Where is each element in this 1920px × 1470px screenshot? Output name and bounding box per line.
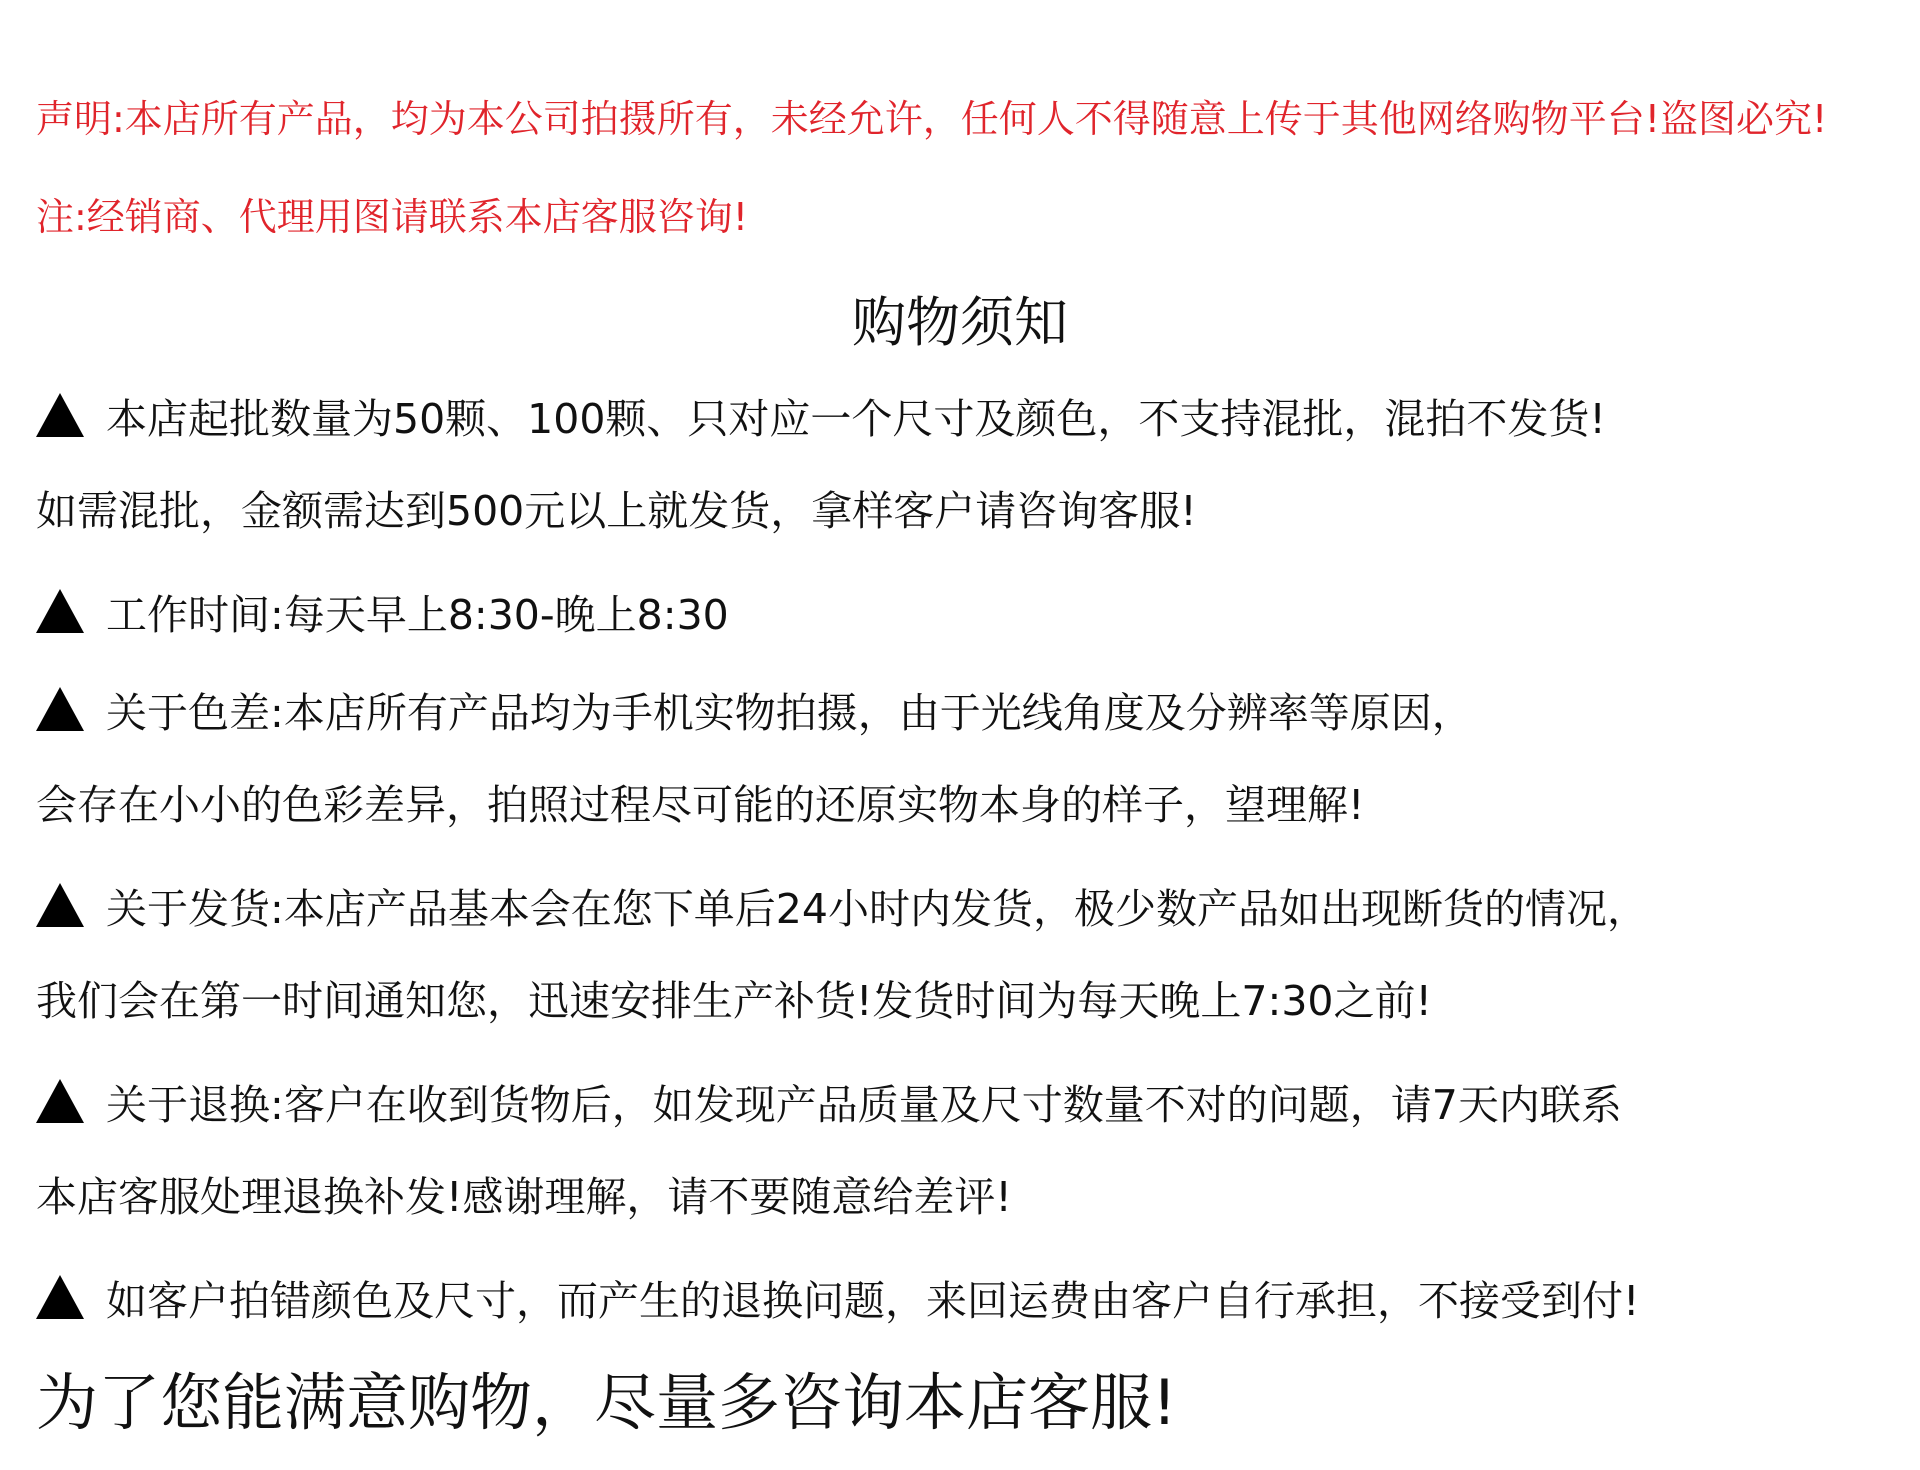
list-item-text: 工作时间:每天早上8:30-晚上8:30	[106, 591, 729, 639]
triangle-bullet-icon	[36, 1275, 84, 1319]
list-item-text: 本店起批数量为50颗、100颗、只对应一个尺寸及颜色，不支持混批，混拍不发货!	[106, 395, 1606, 443]
page-title: 购物须知	[852, 291, 1068, 354]
triangle-bullet-icon	[36, 687, 84, 731]
list-item	[36, 883, 1648, 933]
list-item	[36, 687, 1473, 737]
list-item-text: 如客户拍错颜色及尺寸，而产生的退换问题，来回运费由客户自行承担，不接受到付!	[106, 1277, 1640, 1325]
footer-slogan: 为了您能满意购物，尽量多咨询本店客服!	[36, 1366, 1177, 1439]
list-item	[36, 1079, 1622, 1129]
list-item-continuation: 本店客服处理退换补发!感谢理解，请不要随意给差评!	[36, 1173, 1012, 1221]
list-item-continuation: 我们会在第一时间通知您，迅速安排生产补货!发货时间为每天晚上7:30之前!	[36, 977, 1432, 1025]
list-item-continuation: 会存在小小的色彩差异，拍照过程尽可能的还原实物本身的样子，望理解!	[36, 781, 1365, 829]
triangle-bullet-icon	[36, 1079, 84, 1123]
list-item-text: 关于色差:本店所有产品均为手机实物拍摄，由于光线角度及分辨率等原因，	[106, 689, 1473, 737]
triangle-bullet-icon	[36, 883, 84, 927]
list-item	[36, 393, 1606, 443]
dealer-note: 注:经销商、代理用图请联系本店客服咨询!	[36, 195, 749, 239]
triangle-bullet-icon	[36, 589, 84, 633]
triangle-bullet-icon	[36, 393, 84, 437]
list-item-text: 关于发货:本店产品基本会在您下单后24小时内发货，极少数产品如出现断货的情况，	[106, 885, 1648, 933]
list-item-continuation: 如需混批，金额需达到500元以上就发货，拿样客户请咨询客服!	[36, 487, 1197, 535]
list-item	[36, 1275, 1640, 1325]
copyright-notice: 声明:本店所有产品，均为本公司拍摄所有，未经允许，任何人不得随意上传于其他网络购物平台!盗图必究!	[36, 97, 1828, 141]
list-item	[36, 589, 729, 639]
list-item-text: 关于退换:客户在收到货物后，如发现产品质量及尺寸数量不对的问题，请7天内联系	[106, 1081, 1622, 1129]
